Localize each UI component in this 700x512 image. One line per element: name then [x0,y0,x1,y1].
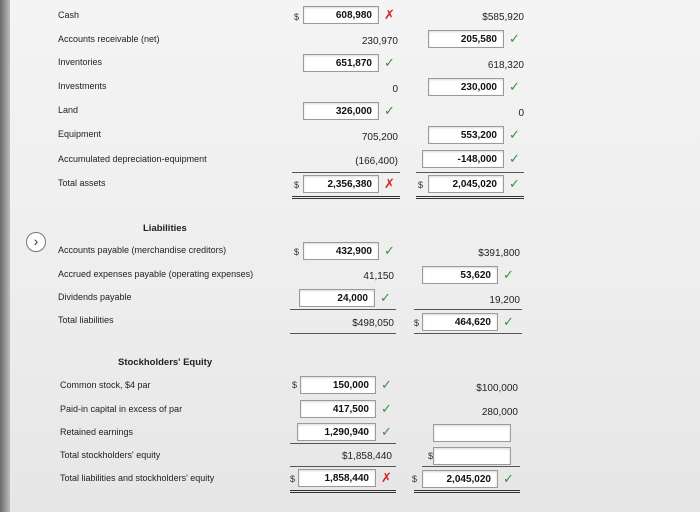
screen-edge [0,0,10,512]
row-label-accrued-expenses: Accrued expenses payable (operating expenses) [58,269,254,279]
equipment-cy-value: 705,200 [361,132,398,143]
x-icon: ✗ [384,7,395,22]
paid-in-py-value: 280,000 [481,407,518,418]
check-icon: ✓ [509,79,520,94]
cash-py-value: $585,920 [482,12,524,23]
accum-cy-value: (166,400) [355,156,398,167]
total-equity-cy-value: $1,858,440 [341,451,392,462]
dividends-py-value: 19,200 [489,295,520,306]
row-label-total-assets: Total assets [58,178,106,188]
section-heading-liabilities: Liabilities [143,223,187,234]
dollar-sign: $ [292,380,298,390]
subtotal-rule [290,333,396,334]
check-icon: ✓ [381,377,392,392]
equipment-py-input[interactable]: 553,200 [428,126,504,144]
check-icon: ✓ [509,151,520,166]
check-icon: ✓ [509,127,520,142]
dollar-sign: $ [294,247,300,257]
expand-arrow-icon[interactable]: › [26,232,46,252]
total-double-rule [414,490,520,493]
check-icon: ✓ [381,401,392,416]
ar-cy-value: 230,970 [361,36,398,47]
inv-py-value: 618,320 [487,60,524,71]
total-double-rule [292,196,400,199]
row-label-accounts-payable: Accounts payable (merchandise creditors) [58,245,227,255]
row-label-cash: Cash [58,10,80,20]
row-label-total-liabilities: Total liabilities [58,315,114,325]
total-double-rule [416,196,524,199]
subtotal-rule [290,309,396,310]
dollar-sign: $ [294,180,300,190]
investments-cy-value: 0 [392,84,398,95]
investments-py-input[interactable]: 230,000 [428,78,504,96]
check-icon: ✓ [509,176,520,191]
cash-cy-input[interactable]: 608,980 [303,6,379,24]
check-icon: ✓ [384,55,395,70]
retained-py-input[interactable] [433,424,511,442]
row-label-common-stock: Common stock, $4 par [60,380,151,390]
check-icon: ✓ [381,424,392,439]
check-icon: ✓ [384,243,395,258]
row-label-equipment: Equipment [58,129,102,139]
ar-py-input[interactable]: 205,580 [428,30,504,48]
row-label-accumulated-depreciation: Accumulated depreciation-equipment [58,154,207,164]
dollar-sign: $ [418,180,424,190]
row-label-paid-in-capital: Paid-in capital in excess of par [60,404,183,414]
row-label-total-liabilities-and-equity: Total liabilities and stockholders' equity [60,473,215,483]
total-le-py-input[interactable]: 2,045,020 [422,470,498,488]
total-assets-py-input[interactable]: 2,045,020 [428,175,504,193]
subtotal-rule [414,309,522,310]
land-py-value: 0 [518,108,524,119]
common-cy-input[interactable]: 150,000 [300,376,376,394]
check-icon: ✓ [509,31,520,46]
accrued-py-input[interactable]: 53,620 [422,266,498,284]
check-icon: ✓ [503,314,514,329]
row-label-inventories: Inventories [58,57,103,67]
row-label-total-stockholders-equity: Total stockholders' equity [60,450,161,460]
common-py-value: $100,000 [476,383,518,394]
dollar-sign: $ [290,474,296,484]
subtotal-rule [290,443,396,444]
accrued-cy-value: 41,150 [363,271,394,282]
dollar-sign: $ [428,451,434,461]
subtotal-rule [422,466,520,467]
land-cy-input[interactable]: 326,000 [303,102,379,120]
row-label-dividends-payable: Dividends payable [58,292,132,302]
dollar-sign: $ [412,474,418,484]
total-equity-py-input[interactable] [433,447,511,465]
x-icon: ✗ [381,470,392,485]
dollar-sign: $ [294,12,300,22]
subtotal-rule [416,172,524,173]
x-icon: ✗ [384,176,395,191]
paid-in-cy-input[interactable]: 417,500 [300,400,376,418]
section-heading-equity: Stockholders' Equity [118,357,213,368]
dividends-cy-input[interactable]: 24,000 [299,289,375,307]
row-label-ar: Accounts receivable (net) [58,34,160,44]
check-icon: ✓ [503,471,514,486]
total-le-cy-input[interactable]: 1,858,440 [298,469,376,487]
subtotal-rule [290,466,396,467]
row-label-investments: Investments [58,81,107,91]
retained-cy-input[interactable]: 1,290,940 [297,423,376,441]
check-icon: ✓ [384,103,395,118]
subtotal-rule [292,172,400,173]
accum-py-input[interactable]: -148,000 [422,150,504,168]
ap-cy-input[interactable]: 432,900 [303,242,379,260]
dollar-sign: $ [414,318,420,328]
ap-py-value: $391,800 [478,248,520,259]
subtotal-rule [414,333,522,334]
total-liabilities-py-input[interactable]: 464,620 [422,313,498,331]
total-liabilities-cy-value: $498,050 [352,318,394,329]
check-icon: ✓ [380,290,391,305]
row-label-land: Land [58,105,79,115]
row-label-retained-earnings: Retained earnings [60,427,134,437]
total-double-rule [290,490,396,493]
inv-cy-input[interactable]: 651,870 [303,54,379,72]
check-icon: ✓ [503,267,514,282]
total-assets-cy-input[interactable]: 2,356,380 [303,175,379,193]
